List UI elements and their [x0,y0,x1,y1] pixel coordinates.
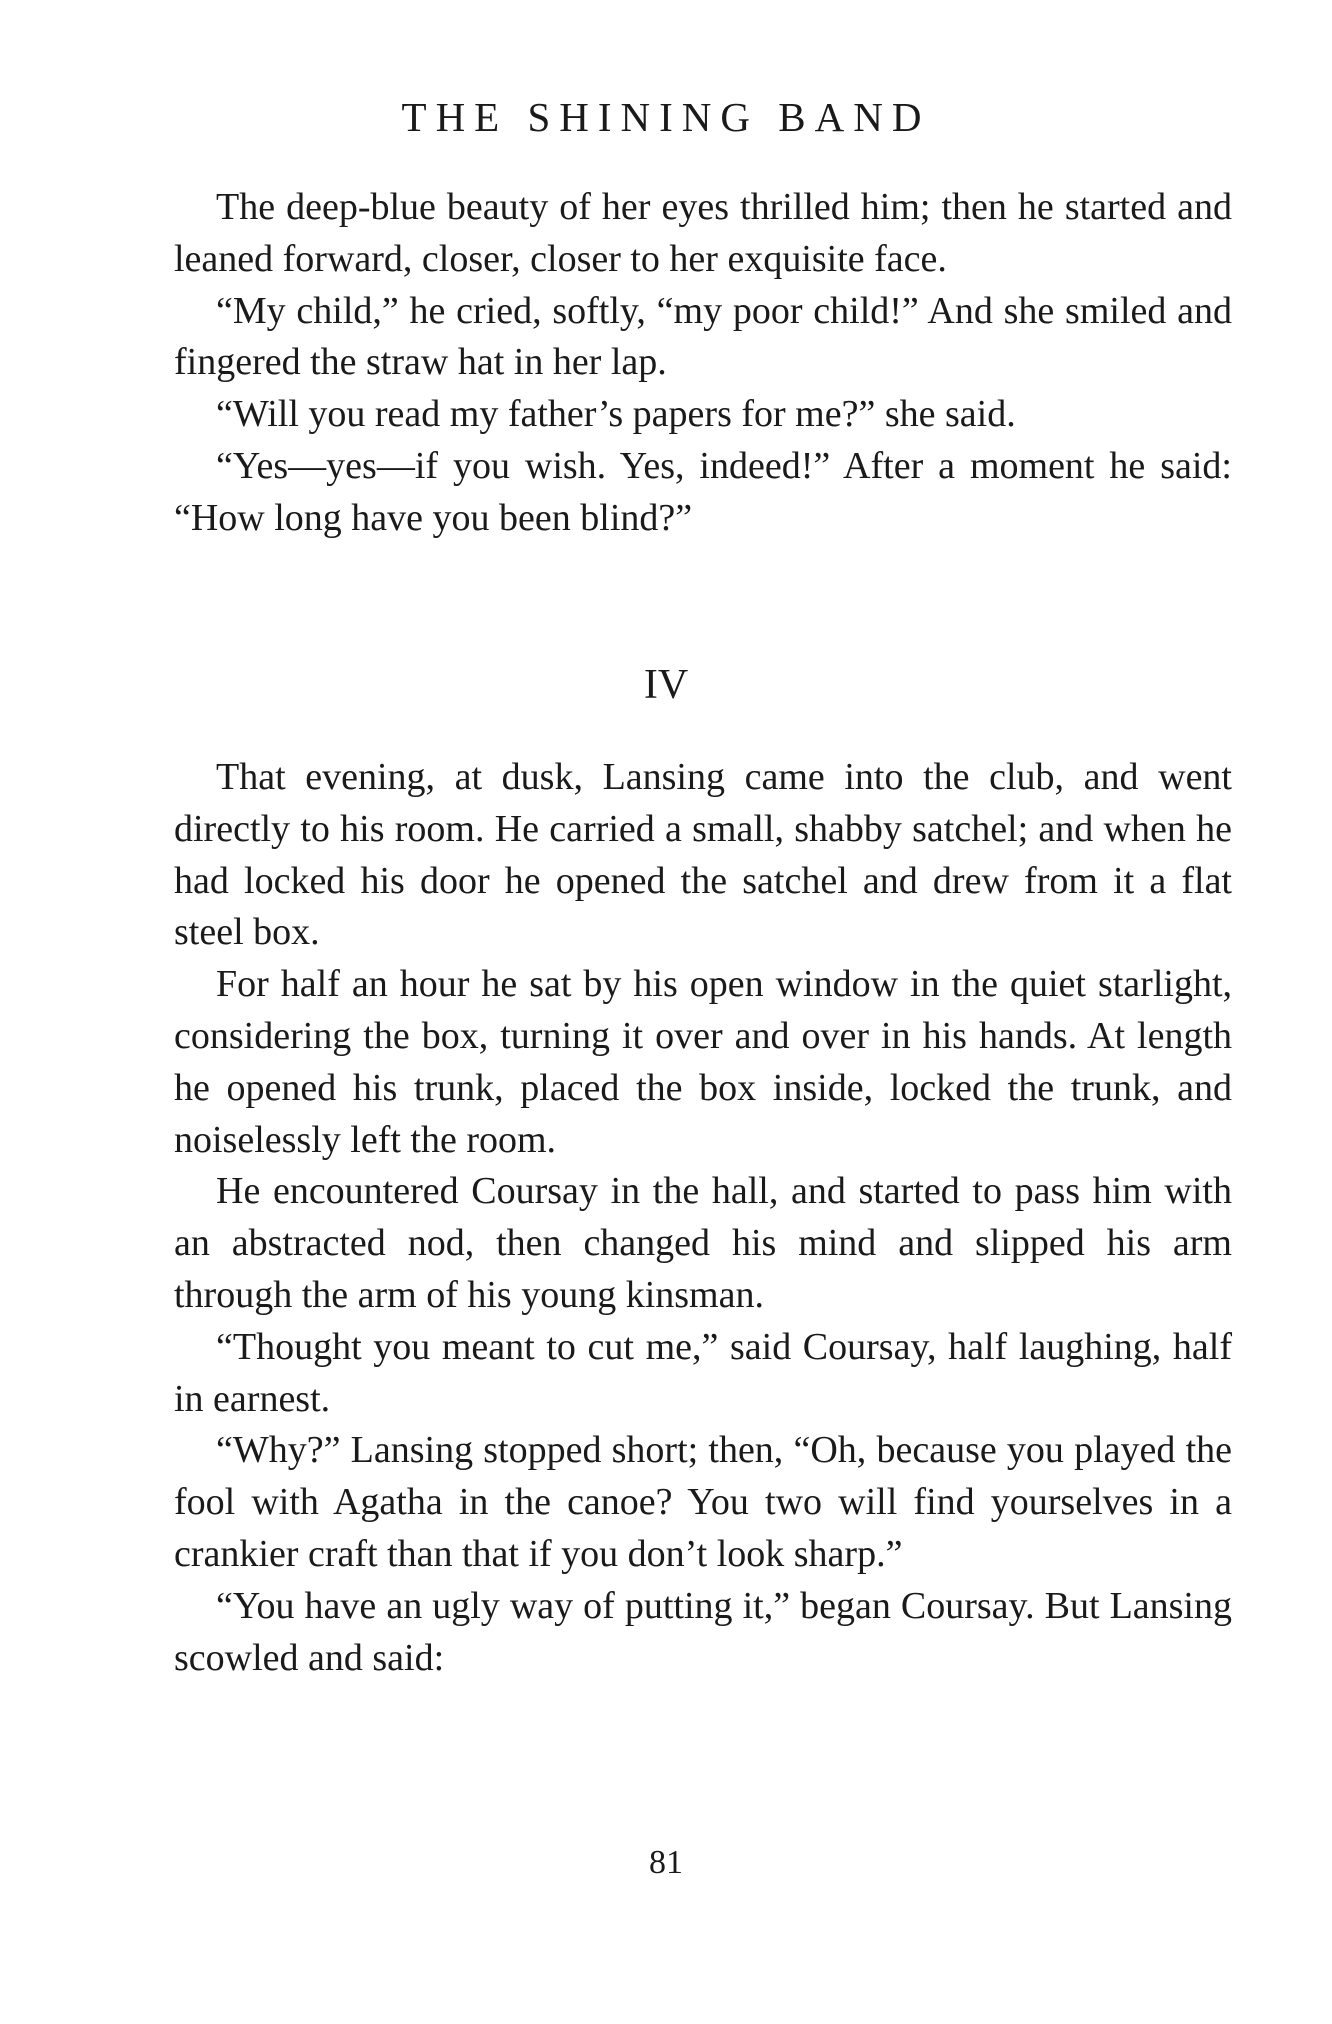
paragraph: That evening, at dusk, Lansing came into the club, and went directly to his room. He carried a small, shabby satchel; and when he had locked his door he opened the satchel and drew from it a flat steel box. [174,756,1232,954]
text-block-before-section [174,182,1232,545]
paragraph: “Yes—yes—if you wish. Yes, indeed!” After a moment he said: “How long have you been blind?” [174,444,1232,539]
paragraph: The deep-blue beauty of her eyes thrilled him; then he started and leaned forward, closer, closer to her exquisite face. [174,186,1232,280]
paragraph: “Will you read my father’s papers for me?” she said. [216,393,1016,436]
text-block-after-section [174,752,1232,1684]
paragraph: “My child,” he cried, softly, “my poor child!” And she smiled and fingered the straw hat in her lap. [174,289,1232,384]
running-head: THE SHINING BAND [401,94,931,140]
paragraph: He encountered Coursay in the hall, and started to pass him with an abstracted nod, then changed his mind and slipped his arm through the arm of his young kinsman. [174,1170,1232,1316]
paragraph: “You have an ugly way of putting it,” began Coursay. But Lansing scowled and said: [174,1584,1232,1679]
paragraph: For half an hour he sat by his open window in the quiet starlight, considering the box, turning it over and over in his hands. At length he opened his trunk, placed the box inside, locked the trunk, and noiselessly left the room. [174,963,1232,1161]
paragraph: “Thought you meant to cut me,” said Coursay, half laughing, half in earnest. [174,1325,1232,1420]
page-number: 81 [649,1844,683,1881]
section-heading: IV [643,662,689,708]
paragraph: “Why?” Lansing stopped short; then, “Oh, because you played the fool with Agatha in the canoe? You two will find yourselves in a crankier craft than that if you don’t look sharp.” [174,1429,1232,1575]
